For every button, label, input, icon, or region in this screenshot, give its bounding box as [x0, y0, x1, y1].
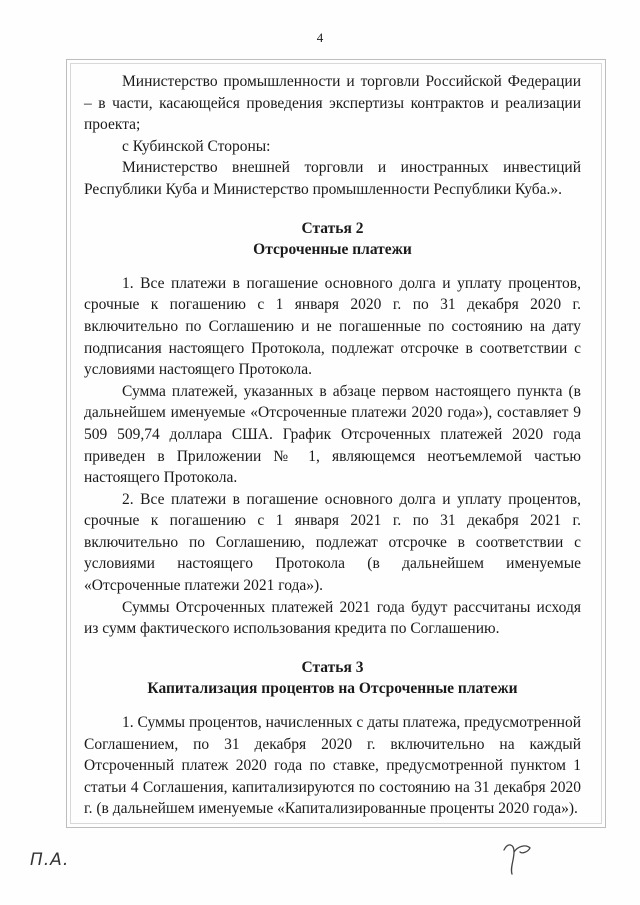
- handwritten-signature: [498, 838, 538, 878]
- article3-number: Статья 3: [301, 658, 364, 676]
- article2-title: Отсроченные платежи: [253, 241, 412, 259]
- handwritten-initials: П.А.: [30, 850, 70, 870]
- page-number: 4: [316, 30, 324, 45]
- article2-paragraph: Сумма платежей, указанных в абзаце первом настоящего пункта (в дальнейшем именуемые «Отсроченные платежи 2020 года»), составляет 9 509 509,74 доллара США. График Отсроченных платежей 2020 года приведен в Приложении № 1, являющемся неотъемлемой частью настоящего Протокола.: [84, 382, 581, 487]
- article2-paragraph: Суммы Отсроченных платежей 2021 года будут рассчитаны исходя из сумм фактического использования кредита по Соглашению.: [84, 598, 581, 638]
- article2-paragraph: 2. Все платежи в погашение основного долга и уплату процентов, срочные к погашению с 1 января 2021 г. по 31 декабря 2021 г. включительно по Соглашению, подлежат отсрочке в соответствии с условиями настоящего Протокола (в дальнейшем именуемые «Отсроченные платежи 2021 года»).: [84, 490, 581, 595]
- intro-paragraph-ministry-industry: Министерство промышленности и торговли Российской Федерации – в части, касающейся проведения экспертизы контрактов и реализации проекта;: [84, 73, 581, 134]
- article2-number: Статья 2: [301, 219, 364, 237]
- document-body: [84, 71, 581, 820]
- article3-title: Капитализация процентов на Отсроченные платежи: [147, 680, 518, 698]
- article2-paragraph: 1. Все платежи в погашение основного долга и уплату процентов, срочные к погашению с 1 января 2020 г. по 31 декабря 2020 г. включительно по Соглашению и не погашенные по состоянию на дату подписания настоящего Протокола, подлежат отсрочке в соответствии с условиями настоящего Протокола.: [84, 274, 581, 379]
- article3-paragraph: 1. Суммы процентов, начисленных с даты платежа, предусмотренной Соглашением, по 31 декабря 2020 г. включительно на каждый Отсроченный платеж 2020 года по ставке, предусмотренной пунктом 1 статьи 4 Соглашения, капитализируются по состоянию на 31 декабря 2020 г. (в дальнейшем именуемые «Капитализированные проценты 2020 года»).: [84, 714, 581, 818]
- intro-paragraph-cuban-ministries: Министерство внешней торговли и иностранных инвестиций Республики Куба и Министерство промышленности Республики Куба.».: [84, 159, 581, 198]
- intro-paragraph-cuban-side: с Кубинской Стороны:: [122, 137, 271, 155]
